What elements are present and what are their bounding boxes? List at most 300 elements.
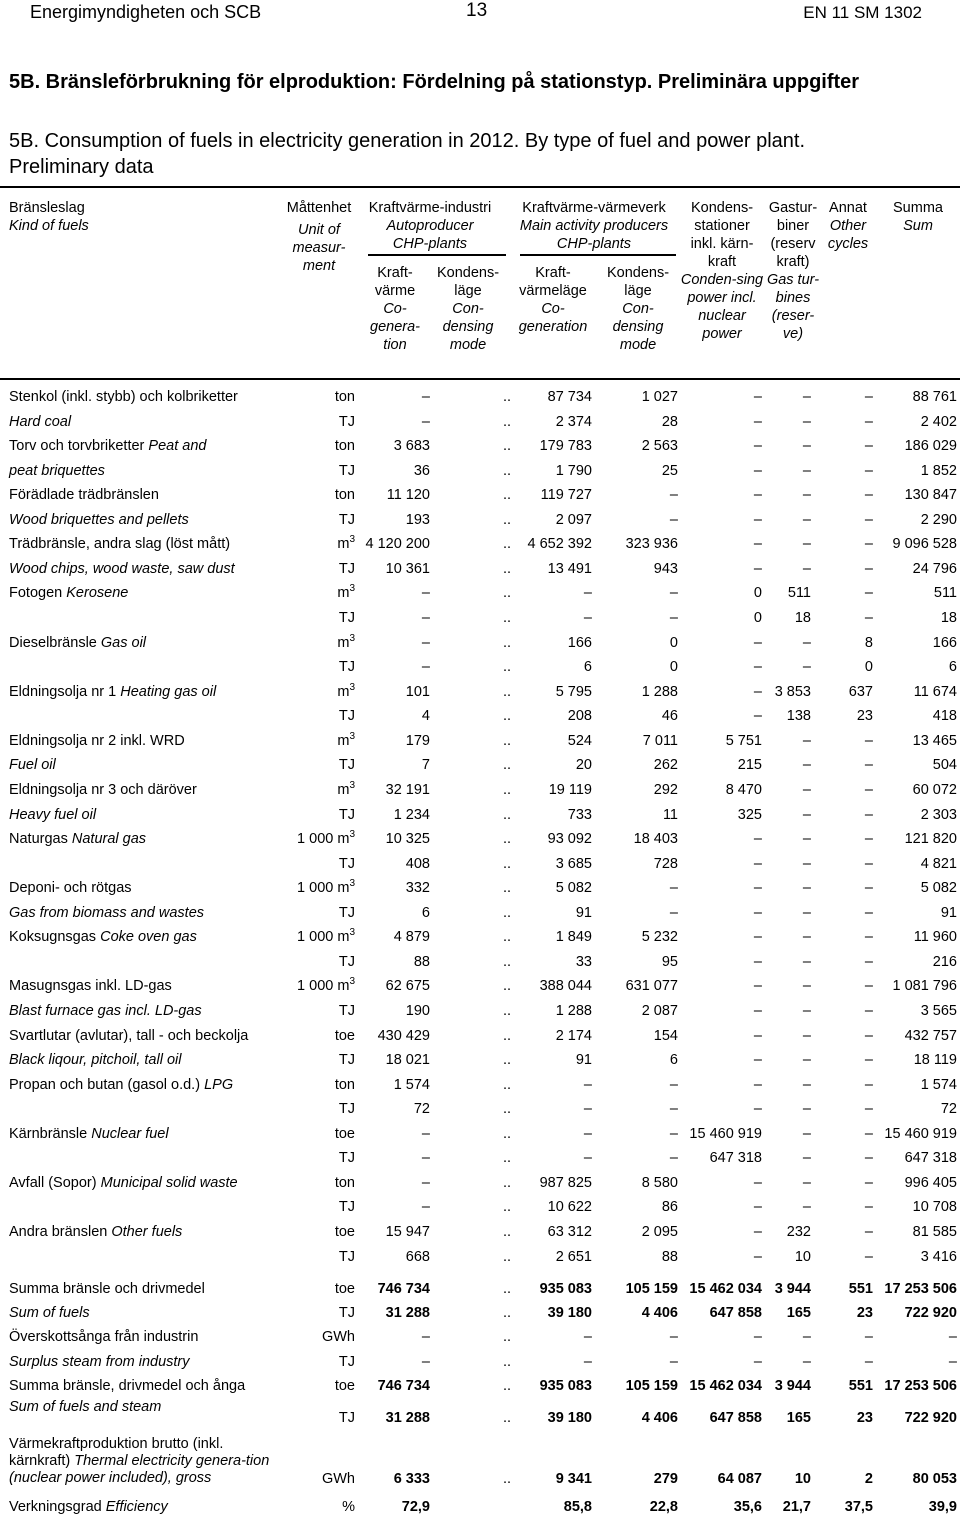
unit-cell [335, 1378, 355, 1394]
value-cell: – [864, 1126, 873, 1142]
value-cell: 13 491 [547, 561, 592, 577]
value-cell: – [864, 414, 873, 430]
table-row [0, 902, 960, 926]
table-row [0, 1147, 960, 1171]
unit-text: ton [334, 389, 355, 405]
value-cell: 4 406 [641, 1305, 678, 1321]
row-label [9, 1281, 205, 1297]
unit-cell [339, 1003, 355, 1019]
unit-superscript: 3 [349, 878, 355, 890]
unit-cell [337, 782, 355, 798]
table-row [0, 484, 960, 508]
header-condensing: Kondens-stationer inkl. kärn-kraft Conden-sing power incl. nuclear power [680, 200, 764, 342]
value-cell: 2 [864, 1471, 873, 1487]
unit-cell [297, 880, 355, 896]
value-cell: .. [503, 1305, 512, 1321]
value-cell: .. [503, 684, 512, 700]
value-cell: 179 783 [539, 438, 592, 454]
value-cell: – [864, 1028, 873, 1044]
row-label [9, 1126, 169, 1142]
value-cell: – [669, 1077, 678, 1093]
value-cell: – [802, 1077, 811, 1093]
value-cell: – [864, 389, 873, 405]
value-cell: – [802, 1003, 811, 1019]
label-english: Gas from biomass and wastes [9, 905, 205, 921]
value-cell: 5 232 [641, 929, 678, 945]
value-cell: – [753, 1224, 762, 1240]
value-cell: – [864, 757, 873, 773]
value-cell: 3 416 [920, 1249, 957, 1265]
value-cell: 2 290 [920, 512, 957, 528]
table-row [0, 1098, 960, 1122]
value-cell: 292 [653, 782, 678, 798]
value-cell: – [753, 536, 762, 552]
value-cell: 10 622 [547, 1199, 592, 1215]
table-row [0, 975, 960, 999]
value-cell: .. [503, 807, 512, 823]
value-cell: 72 [940, 1101, 957, 1117]
value-cell: 1 288 [555, 1003, 592, 1019]
value-cell: 746 734 [377, 1281, 430, 1297]
row-label [9, 757, 56, 773]
value-cell: .. [503, 414, 512, 430]
unit-cell [337, 536, 355, 552]
value-cell: – [669, 1126, 678, 1142]
unit-text: TJ [338, 414, 355, 430]
label-english: Fuel oil [9, 757, 56, 773]
value-cell: 85,8 [563, 1499, 592, 1515]
row-label [9, 414, 71, 430]
header-main-chp: Kraft-värmeläge Co-generation [518, 265, 588, 335]
value-cell: .. [503, 610, 512, 626]
value-cell: – [864, 1052, 873, 1068]
value-cell: 3 853 [774, 684, 811, 700]
table-row [0, 509, 960, 533]
value-cell: .. [503, 1150, 512, 1166]
unit-text: toe [334, 1281, 355, 1297]
value-cell: .. [503, 978, 512, 994]
value-cell: 15 462 034 [689, 1378, 762, 1394]
value-cell: – [864, 438, 873, 454]
value-cell: 647 858 [709, 1410, 762, 1426]
unit-cell [335, 1028, 355, 1044]
label-english: Sum of fuels [9, 1305, 90, 1321]
value-cell: – [753, 905, 762, 921]
value-cell: – [802, 487, 811, 503]
value-cell: – [802, 635, 811, 651]
label-swedish: Trädbränsle, andra slag (löst mått) [9, 536, 231, 552]
label-swedish: Andra bränslen [9, 1224, 112, 1240]
unit-text: TJ [338, 1305, 355, 1321]
unit-text: ton [334, 1077, 355, 1093]
value-cell: 0 [864, 659, 873, 675]
value-cell: .. [503, 438, 512, 454]
value-cell: 0 [669, 635, 678, 651]
unit-superscript: 3 [349, 976, 355, 988]
row-label [9, 1175, 238, 1191]
unit-text: toe [334, 1126, 355, 1142]
unit-text: m [337, 684, 350, 700]
unit-cell [342, 1499, 355, 1515]
value-cell: 166 [932, 635, 957, 651]
value-cell: 6 [421, 905, 430, 921]
unit-text: TJ [338, 1150, 355, 1166]
value-cell: 504 [932, 757, 957, 773]
value-cell: 5 082 [555, 880, 592, 896]
value-cell: 105 159 [625, 1378, 678, 1394]
row-label [9, 1378, 245, 1394]
unit-text: 1 000 m [297, 831, 350, 847]
value-cell: 430 429 [377, 1028, 430, 1044]
value-cell: – [864, 1175, 873, 1191]
value-cell: – [669, 585, 678, 601]
value-cell: .. [503, 659, 512, 675]
table-row [0, 1049, 960, 1073]
value-cell: 88 [661, 1249, 678, 1265]
label-english: Gas oil [100, 635, 147, 651]
label-swedish: Eldningsolja nr 2 inkl. WRD [9, 733, 185, 749]
value-cell: – [753, 684, 762, 700]
unit-cell [339, 1150, 355, 1166]
value-cell: – [864, 487, 873, 503]
value-cell: 20 [575, 757, 592, 773]
value-cell: – [753, 635, 762, 651]
header-autoproducer: Kraftvärme-industri Autoproducer CHP-plants [368, 200, 492, 252]
value-cell: – [421, 1126, 430, 1142]
label-swedish: Eldningsolja nr 1 [9, 684, 121, 700]
value-cell: – [802, 733, 811, 749]
unit-cell [339, 708, 355, 724]
value-cell: 323 936 [625, 536, 678, 552]
value-cell: 279 [653, 1471, 678, 1487]
row-label [9, 1052, 181, 1068]
unit-cell [335, 389, 355, 405]
row-label [9, 1354, 190, 1370]
value-cell: 4 652 392 [527, 536, 592, 552]
table-row [0, 853, 960, 877]
value-cell: 11 960 [913, 929, 957, 945]
value-cell: 18 403 [633, 831, 678, 847]
unit-superscript: 3 [349, 682, 355, 694]
value-cell: 3 683 [393, 438, 430, 454]
value-cell: 39 180 [547, 1410, 592, 1426]
value-cell: – [864, 807, 873, 823]
value-cell: – [864, 1101, 873, 1117]
table-row [0, 705, 960, 729]
unit-text: TJ [338, 856, 355, 872]
unit-text: % [342, 1499, 355, 1515]
value-cell: 2 174 [555, 1028, 592, 1044]
value-cell: – [753, 954, 762, 970]
table-row [0, 558, 960, 582]
value-cell: – [864, 536, 873, 552]
row-label [9, 905, 204, 921]
value-cell: 37,5 [844, 1499, 873, 1515]
value-cell: – [753, 880, 762, 896]
unit-cell [335, 1281, 355, 1297]
value-cell: .. [503, 561, 512, 577]
unit-text: ton [334, 1175, 355, 1191]
unit-text: TJ [338, 1101, 355, 1117]
value-cell: .. [503, 1354, 512, 1370]
value-cell: – [802, 831, 811, 847]
value-cell: 165 [786, 1305, 811, 1321]
label-english: Natural gas [71, 831, 147, 847]
value-cell: – [753, 831, 762, 847]
unit-cell [339, 1410, 355, 1426]
value-cell: – [864, 1249, 873, 1265]
value-cell: 4 821 [920, 856, 957, 872]
row-label [9, 1224, 182, 1240]
value-cell: – [802, 856, 811, 872]
value-cell: 81 585 [912, 1224, 957, 1240]
value-cell: 23 [856, 1410, 873, 1426]
unit-text: 1 000 m [297, 978, 350, 994]
value-cell: 15 462 034 [689, 1281, 762, 1297]
row-label [9, 389, 238, 405]
value-cell: 62 675 [385, 978, 430, 994]
summary-row [0, 1278, 960, 1302]
value-cell: 21,7 [782, 1499, 811, 1515]
value-cell: 32 191 [385, 782, 430, 798]
row-label [9, 1028, 248, 1044]
value-cell: – [802, 954, 811, 970]
unit-cell [339, 807, 355, 823]
label-english: Black liqour, pitchoil, tall oil [9, 1052, 182, 1068]
value-cell: 2 402 [920, 414, 957, 430]
label-english: Wood chips, wood waste, saw dust [9, 561, 235, 577]
value-cell: 4 406 [641, 1410, 678, 1426]
value-cell: – [864, 905, 873, 921]
value-cell: – [669, 1150, 678, 1166]
value-cell: – [802, 782, 811, 798]
title-swedish: 5B. Bränsleförbrukning för elproduktion: Fördelning på stationstyp. Preliminära uppgifter [9, 71, 860, 93]
unit-text: TJ [338, 1249, 355, 1265]
label-swedish: Förädlade trädbränslen [9, 487, 159, 503]
header-main-activity: Kraftvärme-värmeverk Main activity producers CHP-plants [519, 200, 669, 252]
value-cell: – [864, 880, 873, 896]
label-swedish: Kärnbränsle [9, 1126, 92, 1142]
unit-cell [339, 561, 355, 577]
row-label [9, 880, 132, 896]
value-cell: – [753, 1329, 762, 1345]
label-swedish: Avfall (Sopor) [9, 1175, 101, 1191]
value-cell: 23 [856, 1305, 873, 1321]
value-cell: .. [503, 1052, 512, 1068]
value-cell: 17 253 506 [884, 1281, 957, 1297]
table-header-rule [0, 378, 960, 380]
unit-text: m [337, 536, 350, 552]
header-auto-chp: Kraft-värme Co-genera-tion [370, 265, 420, 353]
value-cell: – [669, 610, 678, 626]
value-cell: .. [503, 1175, 512, 1191]
table-row [0, 435, 960, 459]
unit-superscript: 3 [349, 633, 355, 645]
label-english: Other fuels [111, 1224, 183, 1240]
unit-text: toe [334, 1028, 355, 1044]
unit-text: TJ [338, 659, 355, 675]
value-cell: 4 [421, 708, 430, 724]
report-code: EN 11 SM 1302 [803, 3, 922, 22]
page-header [0, 0, 960, 26]
header-unit: Måttenhet Unit of measur-ment [286, 200, 352, 274]
value-cell: 8 [864, 635, 873, 651]
unit-text: TJ [338, 1003, 355, 1019]
value-cell: .. [503, 635, 512, 651]
unit-cell [297, 978, 355, 994]
value-cell: – [864, 954, 873, 970]
table-row [0, 926, 960, 950]
value-cell: – [421, 610, 430, 626]
value-cell: 935 083 [539, 1281, 592, 1297]
value-cell: 10 361 [385, 561, 430, 577]
summary-row [0, 1351, 960, 1375]
table-row [0, 754, 960, 778]
unit-superscript: 3 [349, 927, 355, 939]
value-cell: – [802, 1052, 811, 1068]
value-cell: – [421, 635, 430, 651]
value-cell: 138 [786, 708, 811, 724]
value-cell: 2 303 [920, 807, 957, 823]
value-cell: – [421, 1199, 430, 1215]
row-label [9, 585, 128, 601]
value-cell: – [421, 659, 430, 675]
label-english: Efficiency [105, 1499, 168, 1515]
value-cell: – [802, 389, 811, 405]
value-cell: 165 [786, 1410, 811, 1426]
value-cell: 9 096 528 [892, 536, 957, 552]
table-row [0, 1123, 960, 1147]
value-cell: 11 120 [386, 487, 430, 503]
summary-row [0, 1375, 960, 1399]
value-cell: – [864, 978, 873, 994]
value-cell: – [583, 1329, 592, 1345]
label-swedish: Masugnsgas inkl. LD-gas [9, 978, 172, 994]
value-cell: 18 [940, 610, 957, 626]
value-cell: .. [503, 1378, 512, 1394]
value-cell: – [802, 929, 811, 945]
unit-text: toe [334, 1224, 355, 1240]
value-cell: 63 312 [547, 1224, 592, 1240]
unit-cell [335, 438, 355, 454]
value-cell: – [669, 880, 678, 896]
value-cell: 432 757 [904, 1028, 957, 1044]
row-label [9, 463, 105, 479]
value-cell: – [421, 414, 430, 430]
label-swedish: Propan och butan (gasol o.d.) [9, 1077, 205, 1093]
unit-superscript: 3 [349, 780, 355, 792]
value-cell: .. [503, 1471, 512, 1487]
unit-superscript: 3 [349, 534, 355, 546]
value-cell: – [753, 1052, 762, 1068]
value-cell: 9 341 [555, 1471, 592, 1487]
value-cell: .. [503, 1329, 512, 1345]
value-cell: 10 [794, 1249, 811, 1265]
table-row [0, 533, 960, 557]
table-row [0, 1172, 960, 1196]
unit-cell [339, 512, 355, 528]
value-cell: – [753, 929, 762, 945]
value-cell: 3 944 [774, 1378, 811, 1394]
unit-text: m [337, 782, 350, 798]
value-cell: 4 879 [393, 929, 430, 945]
value-cell: .. [503, 1224, 512, 1240]
summary-row [0, 1326, 960, 1350]
table-top-rule [0, 186, 960, 188]
table-row [0, 656, 960, 680]
value-cell: 722 920 [904, 1410, 957, 1426]
value-cell: 23 [856, 708, 873, 724]
value-cell: – [864, 1003, 873, 1019]
value-cell: – [753, 1028, 762, 1044]
value-cell: – [669, 487, 678, 503]
value-cell: – [753, 1077, 762, 1093]
value-cell: 524 [567, 733, 592, 749]
header-other: Annat Other cycles [827, 200, 869, 252]
value-cell: 166 [567, 635, 592, 651]
unit-cell [339, 1249, 355, 1265]
value-cell: 93 092 [547, 831, 592, 847]
value-cell: .. [503, 463, 512, 479]
table-row [0, 582, 960, 606]
value-cell: – [802, 414, 811, 430]
value-cell: – [864, 856, 873, 872]
value-cell: – [753, 1003, 762, 1019]
value-cell: – [864, 1354, 873, 1370]
unit-text: ton [334, 438, 355, 454]
value-cell: 18 021 [385, 1052, 430, 1068]
value-cell: – [753, 708, 762, 724]
value-cell: 1 234 [393, 807, 430, 823]
label-swedish: Fotogen [9, 585, 67, 601]
summary-row [0, 1496, 960, 1520]
unit-cell [337, 585, 355, 601]
unit-cell [335, 1224, 355, 1240]
table-row [0, 386, 960, 410]
unit-text: TJ [338, 463, 355, 479]
row-label [9, 561, 235, 577]
value-cell: 88 761 [912, 389, 957, 405]
value-cell: 3 685 [555, 856, 592, 872]
value-cell: .. [503, 487, 512, 503]
value-cell: – [583, 1101, 592, 1117]
value-cell: 60 072 [912, 782, 957, 798]
unit-text: GWh [321, 1329, 355, 1345]
value-cell: 11 [662, 807, 678, 823]
header-main-cond: Kondens-läge Con-densing mode [606, 265, 670, 353]
row-label [9, 1077, 233, 1093]
value-cell: – [802, 1150, 811, 1166]
value-cell: .. [503, 585, 512, 601]
row-label [9, 929, 197, 945]
value-cell: .. [503, 905, 512, 921]
header-gas-turbines: Gastur-biner (reserv kraft) Gas tur-bines (reser-ve) [766, 200, 820, 342]
value-cell: 15 460 919 [689, 1126, 762, 1142]
value-cell: .. [503, 733, 512, 749]
value-cell: – [864, 1199, 873, 1215]
value-cell: .. [503, 389, 512, 405]
value-cell: – [753, 1175, 762, 1191]
value-cell: – [802, 536, 811, 552]
value-cell: 119 727 [540, 487, 592, 503]
value-cell: 668 [405, 1249, 430, 1265]
value-cell: 325 [737, 807, 762, 823]
value-cell: 1 849 [555, 929, 592, 945]
value-cell: – [864, 610, 873, 626]
label-english: Hard coal [9, 414, 72, 430]
value-cell: 8 580 [641, 1175, 678, 1191]
value-cell: – [864, 585, 873, 601]
